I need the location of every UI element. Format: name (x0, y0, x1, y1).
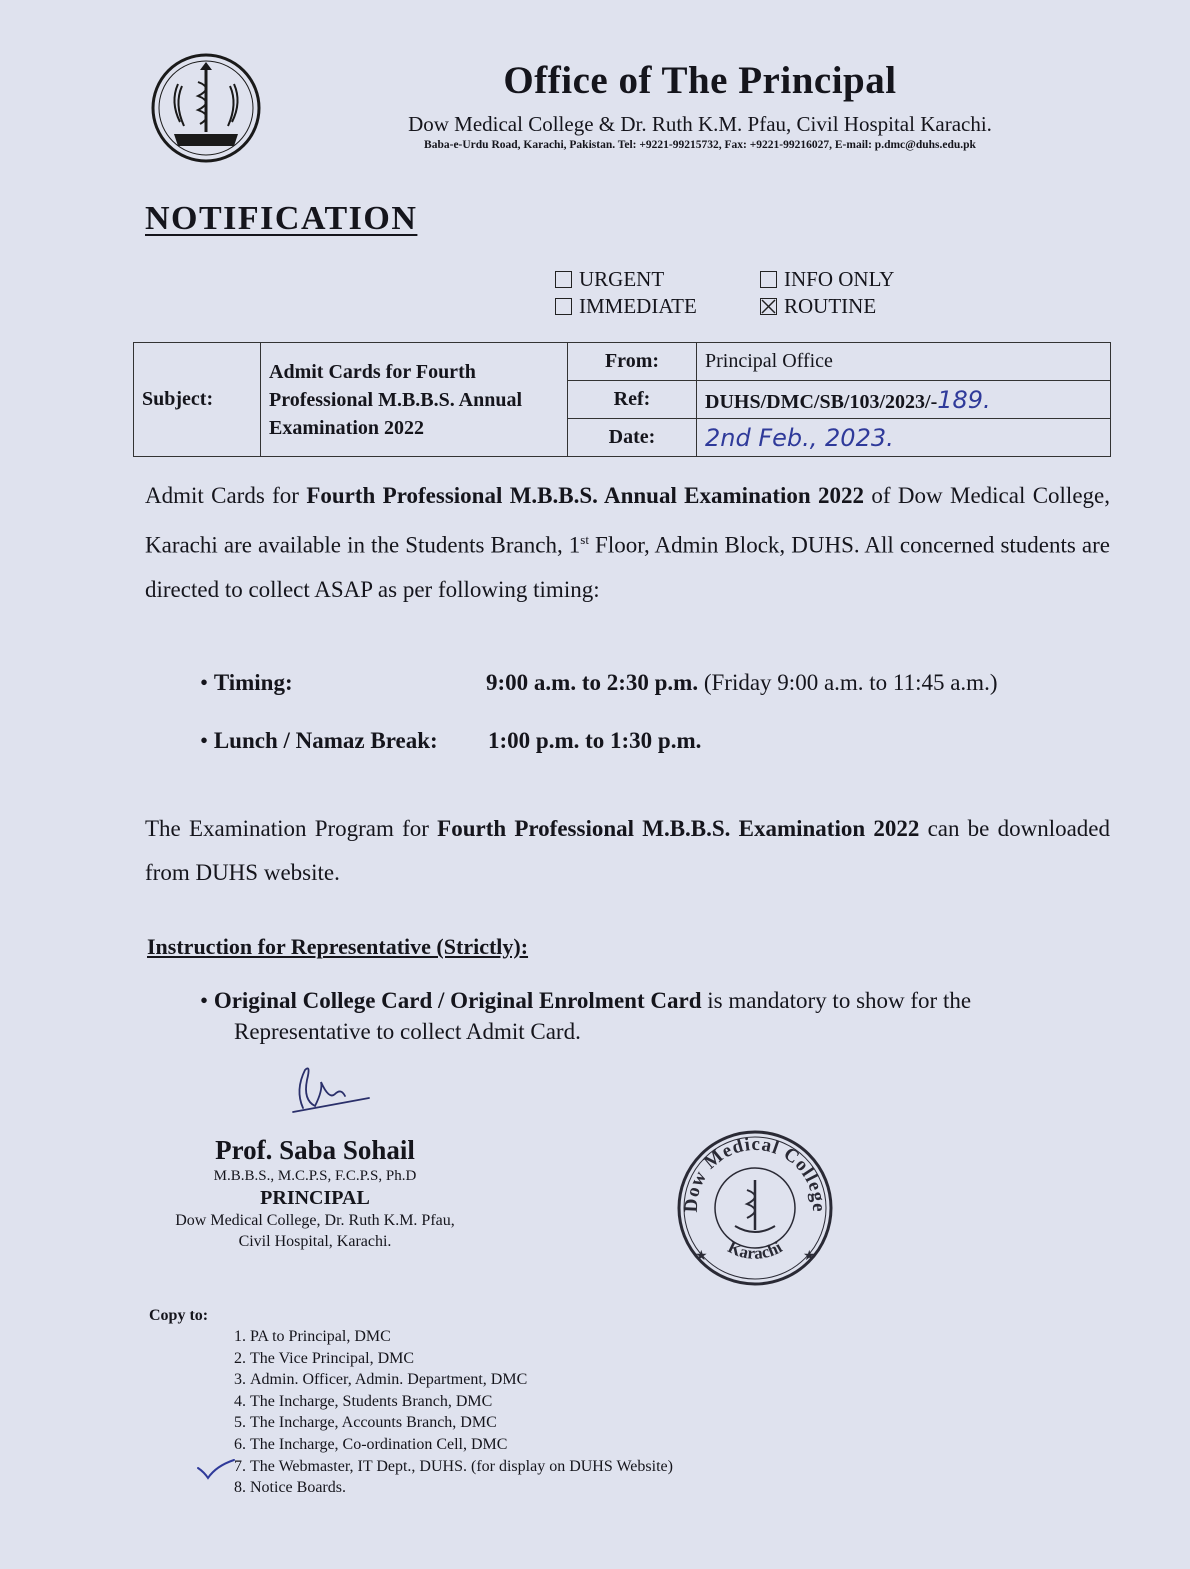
svg-text:Karachi: Karachi (724, 1237, 786, 1263)
priority-label: IMMEDIATE (579, 294, 697, 318)
program-paragraph: The Examination Program for Fourth Professional M.B.B.S. Examination 2022 can be downloaded from DUHS website. (145, 816, 1111, 885)
ref-label: Ref: (568, 381, 697, 419)
signatory-institution-2: Civil Hospital, Karachi. (238, 1233, 392, 1250)
signatory-name: Prof. Saba Sohail (215, 1135, 415, 1165)
svg-text:★: ★ (803, 1249, 816, 1264)
subject-table (133, 342, 1111, 457)
priority-label: INFO ONLY (784, 267, 895, 291)
college-logo (150, 52, 262, 164)
subject-text: Admit Cards for Fourth Professional M.B.B.S. Annual Examination 2022 (261, 343, 568, 457)
date-label: Date: (568, 419, 697, 457)
list-item: 8. Notice Boards. (250, 1477, 673, 1499)
list-item: 5. The Incharge, Accounts Branch, DMC (250, 1412, 673, 1434)
date-value (697, 419, 1111, 457)
ref-value (697, 381, 1111, 419)
intro-paragraph: Admit Cards for Fourth Professional M.B.B.S. Annual Examination 2022 of Dow Medical College, Karachi are available in the Students Branch, 1st Floor, Admin Block, DUHS. All concerned students are directed to collect ASAP as per following timing: (145, 483, 1110, 602)
priority-info-only (760, 267, 894, 292)
checkbox-empty-icon (555, 298, 572, 315)
list-item: 6. The Incharge, Co-ordination Cell, DMC (250, 1434, 673, 1456)
timing-label: • Timing: (200, 670, 293, 695)
instruction-heading: Instruction for Representative (Strictly): (147, 934, 529, 959)
svg-text:★: ★ (695, 1249, 708, 1264)
copy-to-list (205, 1326, 673, 1499)
from-label: From: (568, 343, 697, 381)
ref-number: DUHS/DMC/SB/103/2023/- (705, 390, 938, 413)
break-value: 1:00 p.m. to 1:30 p.m. (488, 728, 702, 753)
instruction-line-2: Representative to collect Admit Card. (234, 1019, 581, 1044)
priority-routine (760, 294, 876, 319)
signature-scribble (285, 1060, 375, 1120)
instruction-line-1: • Original College Card / Original Enrolment Card is mandatory to show for the (200, 988, 972, 1013)
college-stamp-icon (675, 1128, 835, 1288)
notification-heading: NOTIFICATION (145, 200, 418, 237)
signature-block (140, 1135, 490, 1252)
check-mark-icon (196, 1458, 236, 1480)
ref-handwritten: 189. (937, 385, 991, 414)
svg-text:Dow Medical College: Dow Medical College (680, 1133, 830, 1213)
contact-line: Baba-e-Urdu Road, Karachi, Pakistan. Tel: +9221-99215732, Fax: +9221-99216027, E-mail: p.dmc@duhs.edu.pk (424, 139, 976, 151)
priority-urgent (555, 267, 664, 292)
signatory-qualifications: M.B.B.S., M.C.P.S, F.C.P.S, Ph.D (213, 1168, 417, 1184)
priority-label: ROUTINE (784, 294, 877, 318)
checkbox-empty-icon (760, 271, 777, 288)
list-item: 4. The Incharge, Students Branch, DMC (250, 1391, 673, 1413)
from-value: Principal Office (697, 343, 1111, 381)
break-label: • Lunch / Namaz Break: (200, 728, 438, 753)
subject-label: Subject: (134, 343, 261, 457)
date-handwritten: 2nd Feb., 2023. (705, 423, 894, 452)
timing-value: 9:00 a.m. to 2:30 p.m. (Friday 9:00 a.m. to 11:45 a.m.) (486, 670, 998, 695)
priority-label: URGENT (579, 267, 665, 291)
signatory-institution-1: Dow Medical College, Dr. Ruth K.M. Pfau, (175, 1212, 455, 1229)
checkbox-empty-icon (555, 271, 572, 288)
list-item: 3. Admin. Officer, Admin. Department, DMC (250, 1369, 673, 1391)
office-title: Office of The Principal (503, 59, 897, 102)
list-item: 1. PA to Principal, DMC (250, 1326, 673, 1348)
institution-name: Dow Medical College & Dr. Ruth K.M. Pfau, Civil Hospital Karachi. (408, 112, 992, 136)
signatory-title: PRINCIPAL (260, 1187, 370, 1209)
list-item: 7. The Webmaster, IT Dept., DUHS. (for display on DUHS Website) (250, 1456, 673, 1478)
checkbox-checked-icon (760, 298, 777, 315)
priority-immediate (555, 294, 697, 319)
copy-to-heading: Copy to: (149, 1307, 209, 1324)
list-item: 2. The Vice Principal, DMC (250, 1348, 673, 1370)
